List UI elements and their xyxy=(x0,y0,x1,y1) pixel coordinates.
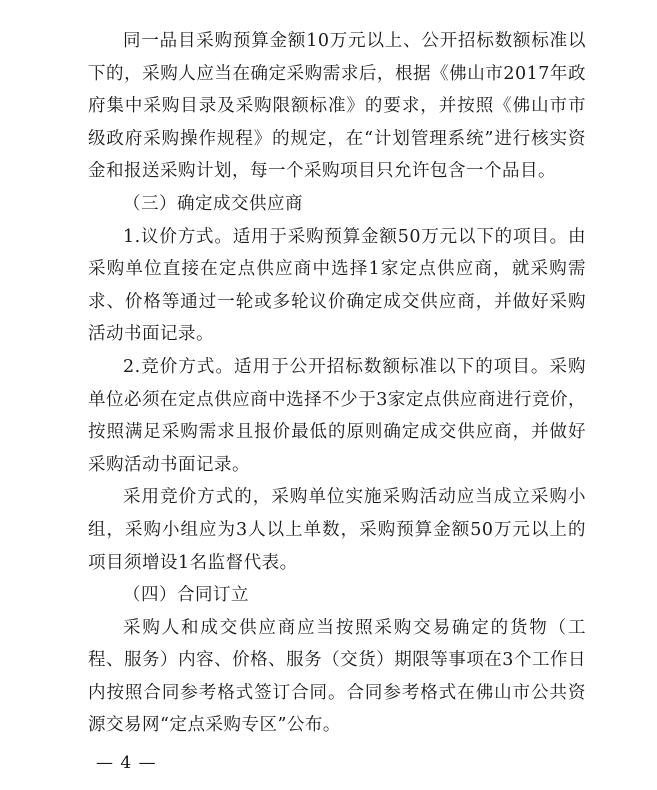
page-number: — 4 — xyxy=(96,753,157,773)
paragraph-contract-signing: 采购人和成交供应商应当按照采购交易确定的货物（工程、服务）内容、价格、服务（交货）期限等事项在3个工作日内按照合同参考格式签订合同。合同参考格式在佛山市公共资源交易网“定点采购专区”公布。 xyxy=(88,617,586,736)
paragraph-bidding-group: 采用竞价方式的，采购单位实施采购活动应当成立采购小组，采购小组应为3人以上单数，采购预算金额50万元以上的项目须增设1名监督代表。 xyxy=(88,487,586,573)
paragraph-budget-procedure: 同一品目采购预算金额10万元以上、公开招标数额标准以下的，采购人应当在确定采购需求后，根据《佛山市2017年政府集中采购目录及采购限额标准》的要求，并按照《佛山市市级政府采购操作规程》的规定，在“计划管理系统”进行核实资金和报送采购计划，每一个采购项目只允许包含一个品目。 xyxy=(88,31,586,182)
document-body xyxy=(88,25,586,742)
section-heading-determine-supplier: （三）确定成交供应商 xyxy=(123,193,303,214)
paragraph-negotiation-method: 1.议价方式。适用于采购预算金额50万元以下的项目。由采购单位直接在定点供应商中选择1家定点供应商，就采购需求、价格等通过一轮或多轮议价确定成交供应商，并做好采购活动书面记录。 xyxy=(88,226,586,345)
paragraph-bidding-method: 2.竞价方式。适用于公开招标数额标准以下的项目。采购单位必须在定点供应商中选择不少于3家定点供应商进行竞价，按照满足采购需求且报价最低的原则确定成交供应商，并做好采购活动书面记录。 xyxy=(88,356,586,475)
section-heading-contract: （四）合同订立 xyxy=(123,585,249,606)
